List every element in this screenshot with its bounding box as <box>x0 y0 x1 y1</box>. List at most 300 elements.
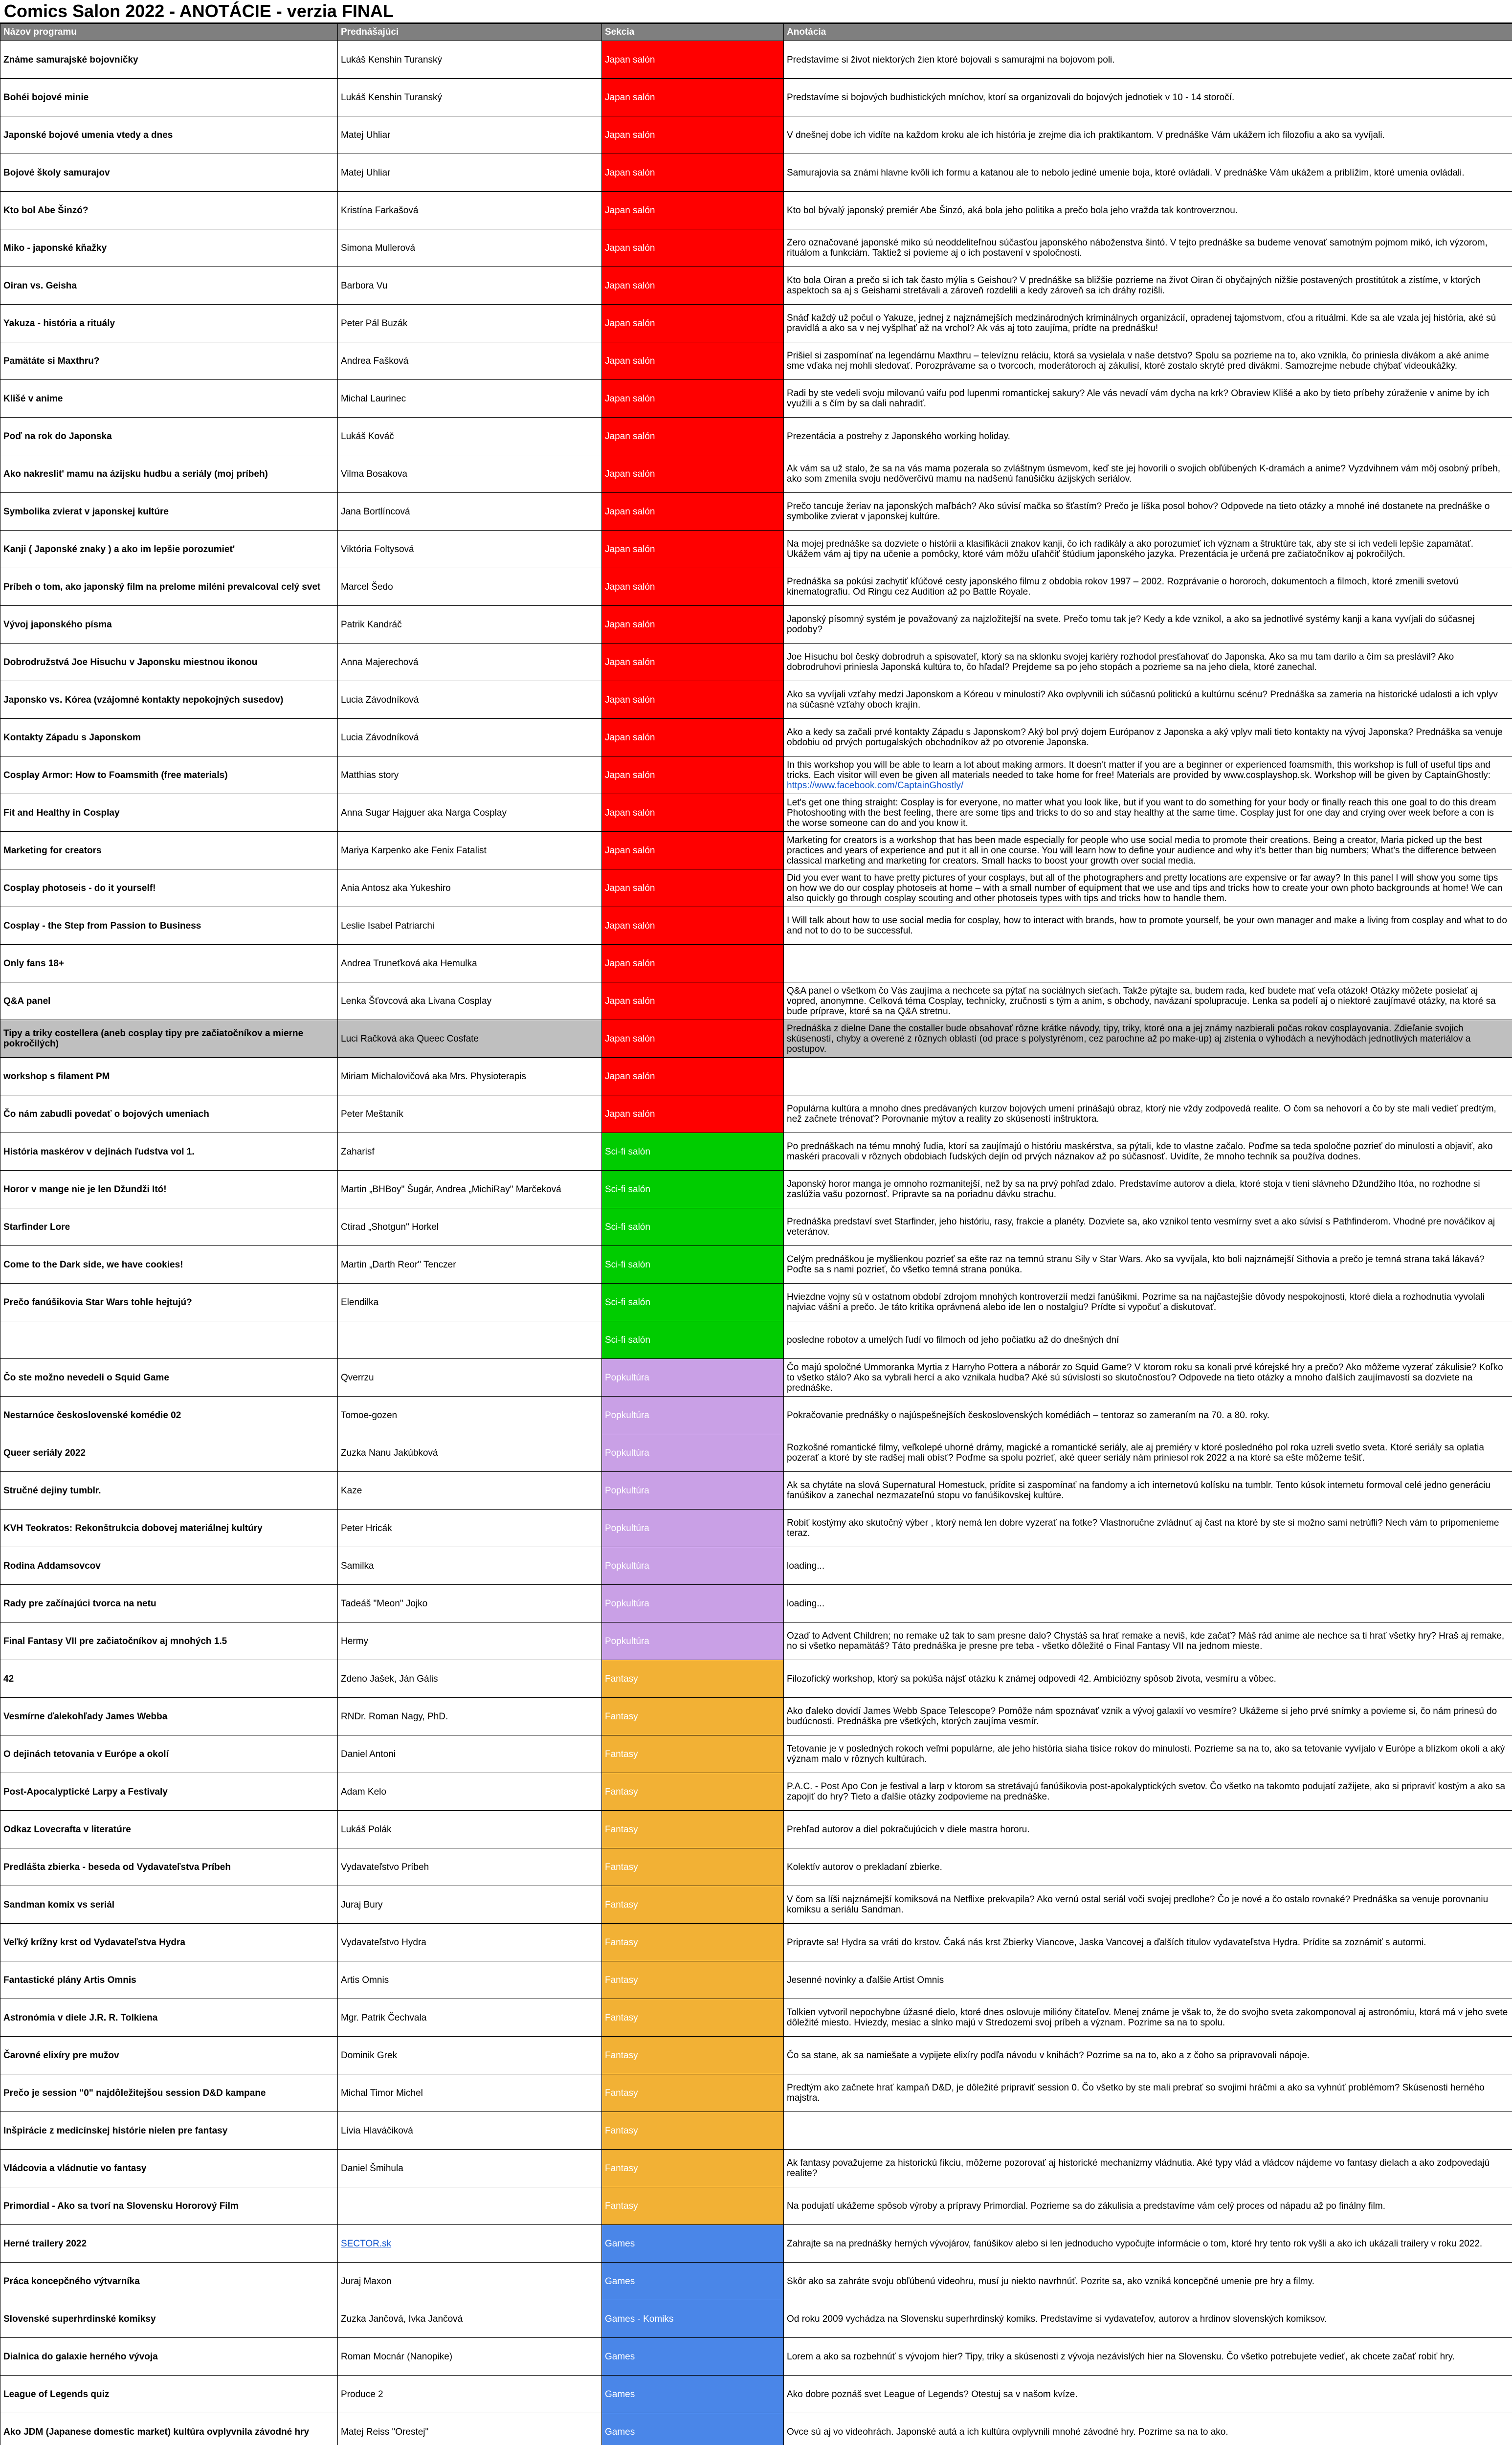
speaker-cell[interactable] <box>338 2225 602 2263</box>
section-cell: Japan salón <box>602 418 784 455</box>
speaker-cell: Samilka <box>338 1547 602 1585</box>
section-cell: Japan salón <box>602 945 784 982</box>
table-row <box>0 1999 1512 2037</box>
annotation-cell: posledne robotov a umelých ľudí vo filmoch od jeho počiatku až do dnešných dní <box>784 1321 1512 1359</box>
annotation-cell: Lorem a ako sa rozbehnúť s vývojom hier? Tipy, triky a skúsenosti z vývoja nezávislých hier na Slovensku. Čo všetko potrebujete vedieť, ak chcete začať robiť hry. <box>784 2338 1512 2376</box>
program-name-cell: Queer seriály 2022 <box>0 1434 338 1472</box>
speaker-cell: Anna Majerechová <box>338 644 602 681</box>
annotation-cell: Zahrajte sa na prednášky herných vývojárov, fanúšikov alebo si len jednoducho vypočujte informácie o tom, ktoré hry tento rok vyšli a ako ich ukázali trailery v roku 2022. <box>784 2225 1512 2263</box>
speaker-cell: Zaharisf <box>338 1133 602 1171</box>
annotation-cell: Japonský horor manga je omnoho rozmanitejší, než by sa na prvý pohľad zdalo. Predstavíme autorov a diela, ktoré stoja v tieni slávneho Džundžiho Itóa, no rozhodne si zaslúžia vašu pozornosť. Pripravte sa na poriadnu dávku strachu. <box>784 1171 1512 1208</box>
speaker-cell: Matej Uhliar <box>338 154 602 192</box>
program-name-cell: Cosplay photoseis - do it yourself! <box>0 869 338 907</box>
section-cell: Fantasy <box>602 1961 784 1999</box>
program-name-cell: Pamätáte si Maxthru? <box>0 342 338 380</box>
table-row <box>0 418 1512 455</box>
program-name-cell: Odkaz Lovecrafta v literatúre <box>0 1811 338 1848</box>
program-name-cell: Veľký krížny krst od Vydavateľstva Hydra <box>0 1924 338 1961</box>
table-row <box>0 41 1512 79</box>
table-row <box>0 1020 1512 1058</box>
speaker-cell: Artis Omnis <box>338 1961 602 1999</box>
speaker-cell: Lukáš Kenshin Turanský <box>338 79 602 116</box>
table-row <box>0 267 1512 305</box>
annotation-cell: loading... <box>784 1547 1512 1585</box>
table-row <box>0 1434 1512 1472</box>
table-row <box>0 1133 1512 1171</box>
section-cell: Popkultúra <box>602 1623 784 1660</box>
annotation-cell <box>784 1058 1512 1095</box>
table-row <box>0 1547 1512 1585</box>
program-name-cell: Bohéi bojové minie <box>0 79 338 116</box>
speaker-cell: Hermy <box>338 1623 602 1660</box>
speaker-cell: Leslie Isabel Patriarchi <box>338 907 602 945</box>
annotation-cell: Kto bola Oiran a prečo si ich tak často mýlia s Geishou? V prednáške sa bližšie pozrieme na život Oiran či obyčajných nižšie postavených prostitútok a zistíme, v ktorých aspektoch sa aj s Geishami stretávali a zároveň rozdelili a kedy zároveň sa ich dráhy rozišli. <box>784 267 1512 305</box>
table-row <box>0 2074 1512 2112</box>
program-name-cell: Ako nakreslit' mamu na ázijsku hudbu a seriály (moj príbeh) <box>0 455 338 493</box>
program-name-cell: Horor v mange nie je len Džundži Itó! <box>0 1171 338 1208</box>
program-name-cell: Final Fantasy VII pre začiatočníkov aj mnohých 1.5 <box>0 1623 338 1660</box>
table-row <box>0 794 1512 832</box>
section-cell: Fantasy <box>602 2187 784 2225</box>
section-cell: Fantasy <box>602 2074 784 2112</box>
speaker-cell: Barbora Vu <box>338 267 602 305</box>
annotation-cell: Q&A panel o všetkom čo Vás zaujíma a nechcete sa pýtať na sociálnych sieťach. Takže pýtajte sa, budem rada, keď budete mať veľa otázok! Otázky môžete posielať aj vopred, anonymne. Celková téma Cosplay, technicky, zručnosti s tým a anim, s obchody, navázaní spolupracuje. Lenka sa podelí aj o niektoré zaujímavé otázky, na ktoré sa bude príprave, ktoré sa na Q&A stretnu. <box>784 982 1512 1020</box>
table-row <box>0 1246 1512 1284</box>
program-name-cell: workshop s filament PM <box>0 1058 338 1095</box>
table-row <box>0 1171 1512 1208</box>
annotation-cell: Robiť kostýmy ako skutočný výber , ktorý nemá len dobre vyzerať na fotke? Vlastnoručne zvládnuť aj čast na ktoré by ste si možno sami netrúfli? Nech vám to pripomenieme teraz. <box>784 1510 1512 1547</box>
table-row <box>0 1961 1512 1999</box>
table-row <box>0 1058 1512 1095</box>
speaker-cell: Kristína Farkašová <box>338 192 602 229</box>
table-row <box>0 493 1512 531</box>
program-name-cell: Q&A panel <box>0 982 338 1020</box>
annotation-cell: Ako sa vyvíjali vzťahy medzi Japonskom a Kóreou v minulosti? Ako ovplyvnili ich súčasnú politickú a kultúrnu scénu? Prednáška sa zameria na historické udalosti a ich vplyv na súčasné vzťahy oboch krajín. <box>784 681 1512 719</box>
annotation-cell: loading... <box>784 1585 1512 1623</box>
table-row <box>0 1811 1512 1848</box>
speaker-cell: Tadeáš "Meon" Jojko <box>338 1585 602 1623</box>
section-cell: Fantasy <box>602 1924 784 1961</box>
section-cell: Japan salón <box>602 342 784 380</box>
program-name-cell: Prečo fanúšikovia Star Wars tohle hejtujú? <box>0 1284 338 1321</box>
section-cell: Games <box>602 2413 784 2445</box>
speaker-cell: Tomoe-gozen <box>338 1397 602 1434</box>
speaker-cell: Adam Kelo <box>338 1773 602 1811</box>
section-cell: Fantasy <box>602 1848 784 1886</box>
annotations-table <box>0 23 1512 2445</box>
program-name-cell: Fantastické plány Artis Omnis <box>0 1961 338 1999</box>
program-name-cell: Kanji ( Japonské znaky ) a ako im lepšie porozumiet' <box>0 531 338 568</box>
table-row <box>0 568 1512 606</box>
program-name-cell: Yakuza - história a rituály <box>0 305 338 342</box>
speaker-cell: RNDr. Roman Nagy, PhD. <box>338 1698 602 1735</box>
table-row <box>0 2187 1512 2225</box>
section-cell: Japan salón <box>602 154 784 192</box>
section-cell: Japan salón <box>602 907 784 945</box>
table-row <box>0 719 1512 756</box>
program-name-cell: Príbeh o tom, ako japonský film na prelome miléni prevalcoval celý svet <box>0 568 338 606</box>
section-cell: Popkultúra <box>602 1397 784 1434</box>
speaker-cell: Matthias story <box>338 756 602 794</box>
program-name-cell: Post-Apocalyptické Larpy a Festivaly <box>0 1773 338 1811</box>
program-name-cell: O dejinách tetovania v Európe a okolí <box>0 1735 338 1773</box>
table-row <box>0 681 1512 719</box>
table-row <box>0 154 1512 192</box>
section-cell: Fantasy <box>602 1735 784 1773</box>
annotation-cell: Prehľad autorov a diel pokračujúcich v diele mastra hororu. <box>784 1811 1512 1848</box>
section-cell: Fantasy <box>602 2037 784 2074</box>
annotation-cell: Pokračovanie prednášky o najúspešnejších československých komédiách – tentoraz so zameraním na 70. a 80. roky. <box>784 1397 1512 1434</box>
col-header-annotation: Anotácia <box>784 24 1512 41</box>
section-cell: Japan salón <box>602 192 784 229</box>
annotation-cell: Marketing for creators is a workshop that has been made especially for people who use social media to promote their creations. Being a creator, Maria picked up the best practices and years of experience and put it all in one course. You will learn how to define your audience and why it's better than big numbers; What's the difference between classical marketing and marketing for creators. Small hacks to boost your growth over social media. <box>784 832 1512 869</box>
section-cell: Popkultúra <box>602 1547 784 1585</box>
speaker-cell: Qverrzu <box>338 1359 602 1397</box>
annotation-cell: Predtým ako začnete hrať kampaň D&D, je dôležité pripraviť session 0. Čo všetko by ste mali prebrať so svojimi hráčmi a ako sa vyhnúť problémom? Skúsenosti herného majstra. <box>784 2074 1512 2112</box>
table-row <box>0 1321 1512 1359</box>
section-cell: Japan salón <box>602 79 784 116</box>
program-name-cell: Sandman komix vs seriál <box>0 1886 338 1924</box>
table-row <box>0 2037 1512 2074</box>
col-header-section: Sekcia <box>602 24 784 41</box>
table-row <box>0 1924 1512 1961</box>
table-row <box>0 606 1512 644</box>
program-name-cell: Japonsko vs. Kórea (vzájomné kontakty nepokojných susedov) <box>0 681 338 719</box>
annotation-cell: Na mojej prednáške sa dozviete o histórii a klasifikácii znakov kanji, čo ich radikály a ako porozumieť ich význam a štruktúre tak, aby ste si ich vedeli lepšie zapamätať. Ukážem vám aj tipy na učenie a pomôcky, ktoré vám môžu uľahčiť štúdium japonského jazyka. Prezentácia je určená pre začiatočníkov aj pokročilých. <box>784 531 1512 568</box>
speaker-cell: Kaze <box>338 1472 602 1510</box>
annotation-cell: Let's get one thing straight: Cosplay is for everyone, no matter what you look like, but if you want to do something for your body or finally reach this one goal to do this dream Photoshooting with the best feeling, there are some tips and tricks to do so and stay healthy at the same time. Cosplay just for one day and crying over week before a con is the worse someone can do and you know it. <box>784 794 1512 832</box>
section-cell: Japan salón <box>602 116 784 154</box>
program-name-cell: Kto bol Abe Šinzó? <box>0 192 338 229</box>
speaker-cell: Zdeno Jašek, Ján Gális <box>338 1660 602 1698</box>
table-row <box>0 79 1512 116</box>
section-cell: Japan salón <box>602 493 784 531</box>
program-name-cell: Vládcovia a vládnutie vo fantasy <box>0 2150 338 2187</box>
program-name-cell: Vývoj japonského písma <box>0 606 338 644</box>
annotation-cell: Prednáška z dielne Dane the costaller bude obsahovať rôzne krátke návody, tipy, triky, ktoré ona a jej známy nazbierali počas rokov cosplayovania. Zdieľanie svojich skúseností, chyby a overené z rôznych oblastí (od prace s polystyrénom, cez parochne až po make-up) aj zistenia o výhodách a nevýhodách jednotlivých materiálov a postupov. <box>784 1020 1512 1058</box>
speaker-cell: Peter Meštaník <box>338 1095 602 1133</box>
section-cell: Japan salón <box>602 756 784 794</box>
section-cell: Fantasy <box>602 2150 784 2187</box>
table-row <box>0 192 1512 229</box>
table-row <box>0 832 1512 869</box>
speaker-cell: Jana Bortlíncová <box>338 493 602 531</box>
table-row <box>0 644 1512 681</box>
speaker-cell: Michal Timor Michel <box>338 2074 602 2112</box>
section-cell: Japan salón <box>602 1095 784 1133</box>
speaker-cell <box>338 2187 602 2225</box>
speaker-cell: Vydavateľstvo Hydra <box>338 1924 602 1961</box>
section-cell: Japan salón <box>602 794 784 832</box>
program-name-cell: Tipy a triky costellera (aneb cosplay tipy pre začiatočníkov a mierne pokročilých) <box>0 1020 338 1058</box>
section-cell: Games - Komiks <box>602 2300 784 2338</box>
annotation-cell <box>784 945 1512 982</box>
section-cell: Japan salón <box>602 719 784 756</box>
program-name-cell <box>0 1321 338 1359</box>
table-row <box>0 305 1512 342</box>
annotation-cell: Ak sa chytáte na slová Supernatural Homestuck, prídite si zaspomínať na fandomy a ich internetovú kolísku na tumblr. Tento kúsok internetu formoval celé jedno generáciu fanúšikov a zanechal nezmazateľnú stopu vo fanúšikovskej kultúre. <box>784 1472 1512 1510</box>
section-cell: Sci-fi salón <box>602 1208 784 1246</box>
table-row <box>0 1886 1512 1924</box>
speaker-cell: Zuzka Jančová, Ivka Jančová <box>338 2300 602 2338</box>
annotation-cell: Celým prednáškou je myšlienkou pozrieť sa ešte raz na temnú stranu Sily v Star Wars. Ako sa vyvíjala, kto boli najznámejší Sithovia a prečo je temná strana taká lákavá? Poďte sa s nami pozrieť, čo všetko temná strana ponúka. <box>784 1246 1512 1284</box>
program-name-cell: Oiran vs. Geisha <box>0 267 338 305</box>
annotation-cell: Joe Hisuchu bol český dobrodruh a spisovateľ, ktorý sa na sklonku svojej kariéry rozhodol presťahovať do Japonska. Ako sa mu tam darilo a čím sa preslávil? Ako dobrodruhovi priniesla Japonská kultúra to, čo hľadal? Prejdeme sa po jeho stopách a pozrieme sa na jeho diela, ktoré zanechal. <box>784 644 1512 681</box>
section-cell: Japan salón <box>602 229 784 267</box>
table-row <box>0 1284 1512 1321</box>
speaker-cell <box>338 1321 602 1359</box>
section-cell: Popkultúra <box>602 1510 784 1547</box>
program-name-cell: Rodina Addamsovcov <box>0 1547 338 1585</box>
section-cell: Japan salón <box>602 869 784 907</box>
program-name-cell: Čo nám zabudli povedať o bojových umeniach <box>0 1095 338 1133</box>
section-cell: Japan salón <box>602 1020 784 1058</box>
program-name-cell: Only fans 18+ <box>0 945 338 982</box>
table-row <box>0 2376 1512 2413</box>
annotation-cell: Did you ever want to have pretty pictures of your cosplays, but all of the photographers and pretty locations are expensive or far away? In this panel I will show you some tips on how we do our cosplay photoseis at home – with a small number of equipment that we use and tips and tricks how to create your own photo backgrounds at home! We can also quickly go through cosplay scouting and other photoseis types with tips and tricks how to handle them. <box>784 869 1512 907</box>
table-row <box>0 2413 1512 2445</box>
table-body <box>0 41 1512 2445</box>
program-name-cell: Symbolika zvierat v japonskej kultúre <box>0 493 338 531</box>
annotation-cell: Prednáška sa pokúsi zachytiť kľúčové cesty japonského filmu z obdobia rokov 1997 – 2002. Rozprávanie o hororoch, dokumentoch a filmoch, ktoré zmenili svetovú kinematografiu. Od Ringu cez Audition až po Battle Royale. <box>784 568 1512 606</box>
section-cell: Games <box>602 2263 784 2300</box>
annotation-cell: Prišiel si zaspomínať na legendárnu Maxthru – televíznu reláciu, ktorá sa vysielala v naše detstvo? Spolu sa pozrieme na to, ako vznikla, čo priniesla divákom a aké anime sme vďaka nej mohli sledovať. Porozprávame sa o tvorcoch, moderátoroch aj zákulisí, ktoré zostalo skryté pred divákmi. Samozrejme nebude chýbať videoukážky. <box>784 342 1512 380</box>
annotation-cell: Predstavíme si život niektorých žien ktoré bojovali s samurajmi na bojovom poli. <box>784 41 1512 79</box>
table-row <box>0 342 1512 380</box>
speaker-cell: Miriam Michalovičová aka Mrs. Physioterapis <box>338 1058 602 1095</box>
section-cell: Sci-fi salón <box>602 1284 784 1321</box>
speaker-cell: Lucia Závodníková <box>338 681 602 719</box>
speaker-cell: Dominik Grek <box>338 2037 602 2074</box>
program-name-cell: League of Legends quiz <box>0 2376 338 2413</box>
annotation-cell: Ozaď to Advent Children; no remake už tak to sam presne dalo? Chystáš sa hrať remake a neviš, kde začať? Máš rád anime ale nechce sa ti hrať všetky hry? Hraš aj remake, no si všetko nepamätáš? Táto prednáška je presne pre teba - všetko dôležité o Final Fantasy VII na jednom mieste. <box>784 1623 1512 1660</box>
program-name-cell: Bojové školy samurajov <box>0 154 338 192</box>
section-cell: Japan salón <box>602 305 784 342</box>
speaker-cell: Simona Mullerová <box>338 229 602 267</box>
speaker-cell: Elendilka <box>338 1284 602 1321</box>
program-name-cell: Vesmírne ďalekohľady James Webba <box>0 1698 338 1735</box>
program-name-cell: Kontakty Západu s Japonskom <box>0 719 338 756</box>
speaker-link[interactable]: SECTOR.sk <box>341 2238 392 2249</box>
speaker-cell: Viktória Foltysová <box>338 531 602 568</box>
program-name-cell: Stručné dejiny tumblr. <box>0 1472 338 1510</box>
speaker-cell: Lívia Hlaváčiková <box>338 2112 602 2150</box>
document-title: Comics Salon 2022 - ANOTÁCIE - verzia FINAL <box>0 0 1512 23</box>
speaker-cell: Ania Antosz aka Yukeshiro <box>338 869 602 907</box>
annotation-cell: Kto bol bývalý japonský premiér Abe Šinzó, aká bola jeho politika a prečo bola jeho vražda tak kontroverznou. <box>784 192 1512 229</box>
section-cell: Sci-fi salón <box>602 1171 784 1208</box>
annotation-cell: V čom sa líši najznámejší komiksová na Netflixe prekvapila? Ako vernú ostal seriál voči svojej predlohe? Čo je nové a čo ostalo rovnaké? Prednáška sa venuje porovnaniu komiksu a seriálu Sandman. <box>784 1886 1512 1924</box>
table-row <box>0 945 1512 982</box>
table-row <box>0 907 1512 945</box>
section-cell: Sci-fi salón <box>602 1133 784 1171</box>
program-name-cell: Marketing for creators <box>0 832 338 869</box>
section-cell: Japan salón <box>602 41 784 79</box>
table-row <box>0 1698 1512 1735</box>
section-cell: Japan salón <box>602 644 784 681</box>
program-name-cell: Ako JDM (Japanese domestic market) kultúra ovplyvnila závodné hry <box>0 2413 338 2445</box>
section-cell: Fantasy <box>602 1773 784 1811</box>
table-row <box>0 531 1512 568</box>
section-cell: Popkultúra <box>602 1359 784 1397</box>
section-cell: Games <box>602 2376 784 2413</box>
speaker-cell: Anna Sugar Hajguer aka Narga Cosplay <box>338 794 602 832</box>
table-row <box>0 2263 1512 2300</box>
section-cell: Japan salón <box>602 455 784 493</box>
annotation-cell: Od roku 2009 vychádza na Slovensku superhrdinský komiks. Predstavíme si vydavateľov, autorov a hrdinov slovenských komiksov. <box>784 2300 1512 2338</box>
table-row <box>0 982 1512 1020</box>
table-row <box>0 1095 1512 1133</box>
annotation-link[interactable]: https://www.facebook.com/CaptainGhostly/ <box>787 780 964 791</box>
table-row <box>0 2225 1512 2263</box>
speaker-cell: Daniel Šmihula <box>338 2150 602 2187</box>
speaker-cell: Daniel Antoni <box>338 1735 602 1773</box>
table-row <box>0 1472 1512 1510</box>
table-row <box>0 869 1512 907</box>
program-name-cell: Poď na rok do Japonska <box>0 418 338 455</box>
speaker-cell: Vydavateľstvo Príbeh <box>338 1848 602 1886</box>
speaker-cell: Mgr. Patrik Čechvala <box>338 1999 602 2037</box>
annotation-cell: Čo majú spoločné Ummoranka Myrtia z Harryho Pottera a náborár zo Squid Game? V ktorom roku sa konali prvé kórejské hry a prečo? Ako môžeme vyzerať zákulisie? Koľko to všetko stálo? Ako sa vybrali hercí a ako vznikala hudba? Aké sú súvislosti so skutočnosťou? Odpovede na tieto otázky a mnoho ďalších zaujímavostí sa dozviete na prednáške. <box>784 1359 1512 1397</box>
speaker-cell: Andrea Truneťková aka Hemulka <box>338 945 602 982</box>
annotation-cell: Ako ďaleko dovidí James Webb Space Telescope? Pomôže nám spoznávať vznik a vývoj galaxií vo vesmíre? Ukážeme si jeho prvé snímky a povieme si, čo nám prinesú do budúcnosti. Prednáška pre všetkých, ktorých zaujíma vesmír. <box>784 1698 1512 1735</box>
section-cell: Japan salón <box>602 568 784 606</box>
program-name-cell: História maskérov v dejinách ľudstva vol 1. <box>0 1133 338 1171</box>
section-cell: Fantasy <box>602 1999 784 2037</box>
program-name-cell: Miko - japonské kňažky <box>0 229 338 267</box>
table-row <box>0 2338 1512 2376</box>
program-name-cell: Starfinder Lore <box>0 1208 338 1246</box>
section-cell: Popkultúra <box>602 1434 784 1472</box>
speaker-cell: Lukáš Polák <box>338 1811 602 1848</box>
program-name-cell: Herné trailery 2022 <box>0 2225 338 2263</box>
program-name-cell: 42 <box>0 1660 338 1698</box>
section-cell: Japan salón <box>602 267 784 305</box>
annotation-cell: Ak vám sa už stalo, že sa na vás mama pozerala so zvláštnym úsmevom, keď ste jej hovorili o svojich obľúbených K-dramách a anime? Vyzdvihnem vám môj osobný príbeh, ako som zmenila svoju nedôverčivú mamu na nadšenú fanúšičku ázijských seriálov. <box>784 455 1512 493</box>
program-name-cell: KVH Teokratos: Rekonštrukcia dobovej materiálnej kultúry <box>0 1510 338 1547</box>
annotation-cell: Tolkien vytvoril nepochybne úžasné dielo, ktoré dnes oslovuje milióny čitateľov. Menej známe je však to, že do svojho sveta zakomponoval aj astronómiu, ktorá má v jeho svete dôležité miesto. Hviezdy, mesiac a slnko majú v Stredozemi svoj príbeh a význam. Pozrime sa na to spolu. <box>784 1999 1512 2037</box>
section-cell: Japan salón <box>602 531 784 568</box>
annotation-cell: Kolektív autorov o prekladaní zbierke. <box>784 1848 1512 1886</box>
section-cell: Japan salón <box>602 982 784 1020</box>
program-name-cell: Prečo je session "0" najdôležitejšou session D&D kampane <box>0 2074 338 2112</box>
annotation-cell: Prečo tancuje žeriav na japonských maľbách? Ako súvisí mačka so šťastím? Prečo je líška posol bohov? Odpovede na tieto otázky a mnohé iné dostanete na prednáške o symbolike zvierat v japonskej kultúre. <box>784 493 1512 531</box>
speaker-cell: Vilma Bosakova <box>338 455 602 493</box>
program-name-cell: Rady pre začínajúci tvorca na netu <box>0 1585 338 1623</box>
annotation-cell: Skôr ako sa zahráte svoju obľúbenú videohru, musí ju niekto navrhnúť. Pozrite sa, ako vzniká koncepčné umenie pre hry a filmy. <box>784 2263 1512 2300</box>
annotation-cell: Populárna kultúra a mnoho dnes predávaných kurzov bojových umení prinášajú obraz, ktorý nie vždy zodpovedá realite. O čom sa nehovorí a čo by ste mali vedieť predtým, než začnete trénovať? Porovnanie mýtov a reality zo skúseností inštruktora. <box>784 1095 1512 1133</box>
table-row <box>0 1397 1512 1434</box>
speaker-cell: Matej Uhliar <box>338 116 602 154</box>
annotation-cell <box>784 2112 1512 2150</box>
annotation-cell: Predstavíme si bojových budhistických mníchov, ktorí sa organizovali do bojových jednotiek v 10 - 14 storočí. <box>784 79 1512 116</box>
section-cell: Japan salón <box>602 832 784 869</box>
table-row <box>0 1510 1512 1547</box>
table-row <box>0 2112 1512 2150</box>
annotation-cell: Snáď každý už počul o Yakuze, jednej z najznámejších medzinárodných kriminálnych organizácií, opradenej tajomstvom, cťou a rituálmi. Kde sa ale vzala jej história, aké sú pravidlá a ako sa v nej vyšplhať až na vrchol? Ak vás aj toto zaujíma, prídte na prednášku! <box>784 305 1512 342</box>
section-cell: Popkultúra <box>602 1585 784 1623</box>
program-name-cell: Nestarnúce československé komédie 02 <box>0 1397 338 1434</box>
speaker-cell: Matej Reiss "Orestej" <box>338 2413 602 2445</box>
annotation-cell: I Will talk about how to use social media for cosplay, how to interact with brands, how to promote yourself, be your own manager and make a living from cosplay and what to do and not to do to be successful. <box>784 907 1512 945</box>
section-cell: Popkultúra <box>602 1472 784 1510</box>
section-cell: Japan salón <box>602 681 784 719</box>
program-name-cell: Primordial - Ako sa tvorí na Slovensku Hororový Film <box>0 2187 338 2225</box>
annotation-cell: Prednáška predstaví svet Starfinder, jeho históriu, rasy, frakcie a planéty. Dozviete sa, ako vznikol tento vesmírny svet a ako súvisí s Pathfinderom. Vhodné pre nováčikov aj veteránov. <box>784 1208 1512 1246</box>
table-row <box>0 380 1512 418</box>
speaker-cell: Martin „Darth Reor" Tenczer <box>338 1246 602 1284</box>
annotation-cell: In this workshop you will be able to learn a lot about making armors. It doesn't matter if you are a beginner or experienced foamsmith, this workshop is full of useful tips and tricks. Each visitor will even be given all materials needed to take home for free! Materials are provided by www.cosplayshop.sk. Workshop will be given by CaptainGhostly: https://www.facebook.com/CaptainGhostly/ <box>784 756 1512 794</box>
table-row <box>0 455 1512 493</box>
speaker-cell: Lenka Šťovcová aka Livana Cosplay <box>338 982 602 1020</box>
col-header-speaker: Prednášajúci <box>338 24 602 41</box>
program-name-cell: Japonské bojové umenia vtedy a dnes <box>0 116 338 154</box>
speaker-cell: Marcel Šedo <box>338 568 602 606</box>
table-row <box>0 1623 1512 1660</box>
annotation-cell: Filozofický workshop, ktorý sa pokúša nájsť otázku k známej odpovedi 42. Ambiciózny spôsob života, vesmíru a vôbec. <box>784 1660 1512 1698</box>
section-cell: Fantasy <box>602 1698 784 1735</box>
section-cell: Fantasy <box>602 1811 784 1848</box>
program-name-cell: Cosplay - the Step from Passion to Business <box>0 907 338 945</box>
annotation-cell: Ako dobre poznáš svet League of Legends? Otestuj sa v našom kvíze. <box>784 2376 1512 2413</box>
program-name-cell: Dobrodružstvá Joe Hisuchu v Japonsku miestnou ikonou <box>0 644 338 681</box>
program-name-cell: Predlášta zbierka - beseda od Vydavateľstva Príbeh <box>0 1848 338 1886</box>
section-cell: Fantasy <box>602 1660 784 1698</box>
speaker-cell: Luci Račková aka Queec Cosfate <box>338 1020 602 1058</box>
annotation-cell: Japonský písomný systém je považovaný za najzložitejší na svete. Prečo tomu tak je? Kedy a kde vznikol, a ako sa jednotlivé systémy kanji a kana vyvíjali do súčasnej podoby? <box>784 606 1512 644</box>
speaker-cell: Michal Laurinec <box>338 380 602 418</box>
table-row <box>0 1359 1512 1397</box>
col-header-name: Názov programu <box>0 24 338 41</box>
table-row <box>0 116 1512 154</box>
speaker-cell: Martin „BHBoy" Šugár, Andrea „MichiRay" Marčeková <box>338 1171 602 1208</box>
program-name-cell: Come to the Dark side, we have cookies! <box>0 1246 338 1284</box>
program-name-cell: Astronómia v diele J.R. R. Tolkiena <box>0 1999 338 2037</box>
program-name-cell: Čarovné elixíry pre mužov <box>0 2037 338 2074</box>
speaker-cell: Ctirad „Shotgun" Horkel <box>338 1208 602 1246</box>
section-cell: Japan salón <box>602 380 784 418</box>
table-row <box>0 1735 1512 1773</box>
section-cell: Fantasy <box>602 2112 784 2150</box>
table-row <box>0 756 1512 794</box>
speaker-cell: Lukáš Kováč <box>338 418 602 455</box>
section-cell: Sci-fi salón <box>602 1246 784 1284</box>
program-name-cell: Fit and Healthy in Cosplay <box>0 794 338 832</box>
table-row <box>0 1208 1512 1246</box>
annotation-cell: Po prednáškach na tému mnohý ľudia, ktorí sa zaujímajú o históriu maskérstva, sa pýtali, kde to vlastne začalo. Poďme sa teda spoločne pozrieť do minulosti a objaviť, ako maskéri pracovali v rôznych obdobiach ľudských dejín od prvých náznakov až po súčasnosť. Uvidíte, že mnoho techník sa používa dodnes. <box>784 1133 1512 1171</box>
annotation-cell: Pripravte sa! Hydra sa vráti do krstov. Čaká nás krst Zbierky Viancove, Jaska Vancovej a ďalších titulov vydavateľstva Hydra. Prídite sa zoznámiť s autormi. <box>784 1924 1512 1961</box>
table-row <box>0 2300 1512 2338</box>
section-cell: Japan salón <box>602 1058 784 1095</box>
table-row <box>0 1585 1512 1623</box>
table-row <box>0 1773 1512 1811</box>
program-name-cell: Klišé v anime <box>0 380 338 418</box>
annotation-cell: Na podujatí ukážeme spôsob výroby a prípravy Primordial. Pozrieme sa do zákulisia a predstavíme vám celý proces od nápadu až po finálny film. <box>784 2187 1512 2225</box>
table-row <box>0 1660 1512 1698</box>
annotation-cell: Samurajovia sa známi hlavne kvôli ich formu a katanou ale to nebolo jediné umenie boja, ktoré ovládali. V prednáške Vám ukážem a priblížim, ktoré umenia ovládali. <box>784 154 1512 192</box>
annotation-cell: Ovce sú aj vo videohrách. Japonské autá a ich kultúra ovplyvnili mnohé závodné hry. Pozrime sa na to ako. <box>784 2413 1512 2445</box>
speaker-cell: Juraj Bury <box>338 1886 602 1924</box>
speaker-cell: Patrik Kandráč <box>338 606 602 644</box>
section-cell: Japan salón <box>602 606 784 644</box>
annotation-cell: Ako a kedy sa začali prvé kontakty Západu s Japonskom? Aký bol prvý dojem Európanov z Japonska a aký vplyv mali tieto kontakty na vývoj Japonska? Prednáška sa venuje obdobiu od prvých portugalských obchodníkov až po otvorenie Japonska. <box>784 719 1512 756</box>
section-cell: Fantasy <box>602 1886 784 1924</box>
speaker-cell: Juraj Maxon <box>338 2263 602 2300</box>
annotation-cell: Ak fantasy považujeme za historickú fikciu, môžeme pozorovať aj historické mechanizmy vládnutia. Aké typy vlád a vládcov nájdeme vo fantasy dielach a ako zodpovedajú realite? <box>784 2150 1512 2187</box>
section-cell: Games <box>602 2338 784 2376</box>
speaker-cell: Lukáš Kenshin Turanský <box>338 41 602 79</box>
annotation-cell: V dnešnej dobe ich vidíte na každom kroku ale ich história je zrejme dia ich praktikantom. V prednáške Vám ukážem ich filozofiu a ako sa vyvíjali. <box>784 116 1512 154</box>
